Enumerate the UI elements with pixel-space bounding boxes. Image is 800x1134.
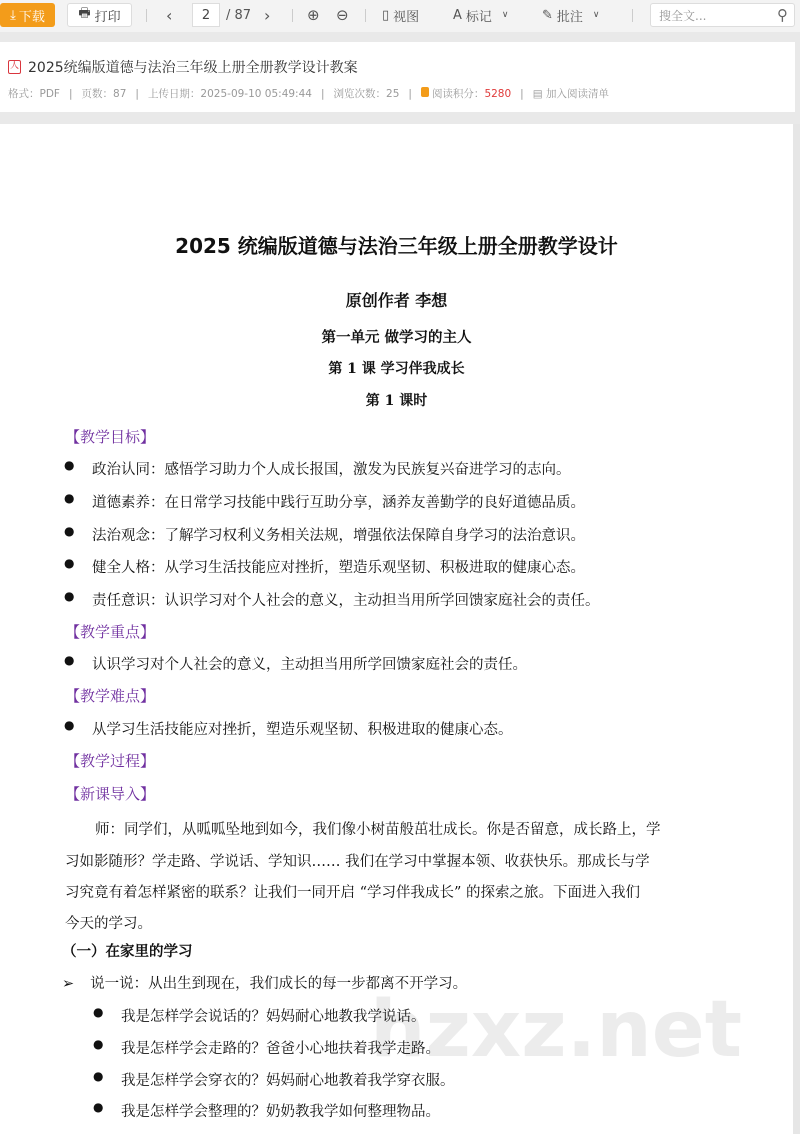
paragraph-line: 今天的学习。 — [65, 916, 152, 932]
add-reading-list-button[interactable] — [533, 86, 609, 101]
document-title: 2025统编版道德与法治三年级上册全册教学设计教案 — [28, 60, 358, 76]
toolbar — [0, 0, 800, 32]
goals-heading: 【教学目标】 — [65, 428, 156, 446]
mark-label: 标记 — [465, 9, 492, 25]
search-icon[interactable]: ⚲ — [777, 6, 788, 24]
arrow-bullet-icon: ➢ — [62, 976, 75, 992]
section-heading: （一）在家里的学习 — [62, 944, 193, 960]
paragraph-line: 师：同学们，从呱呱坠地到如今，我们像小树苗般茁壮成长。你是否留意，成长路上，学 — [95, 822, 661, 838]
page-number-input[interactable] — [192, 3, 220, 27]
print-label: 打印 — [94, 9, 121, 25]
zoom-in-icon[interactable]: ⊕ — [307, 6, 320, 24]
search-placeholder: 搜全文... — [659, 8, 707, 23]
list-item: ● 从学习生活技能应对挫折，塑造乐观坚韧、积极进取的健康心态。 — [68, 718, 513, 739]
points-label: 阅读积分： — [431, 88, 485, 100]
add-reading-list-label: 加入阅读清单 — [545, 88, 609, 100]
reading-points — [421, 86, 511, 101]
list-item: ● 我是怎样学会说话的？妈妈耐心地教我学说话。 — [97, 1005, 426, 1026]
list-item: ● 道德素养：在日常学习技能中践行互助分享，涵养友善勤学的良好道德品质。 — [68, 491, 585, 512]
unit-heading: 第一单元 做学习的主人 — [321, 329, 472, 346]
doc-author: 原创作者 李想 — [345, 291, 448, 310]
doc-title: 2025 统编版道德与法治三年级上册全册教学设计 — [175, 234, 618, 258]
highlight-icon: A — [453, 7, 462, 23]
chevron-down-icon: ∨ — [592, 10, 600, 20]
list-item: ● 健全人格：从学习生活技能应对挫折，塑造乐观坚韧、积极进取的健康心态。 — [68, 556, 585, 577]
pdf-icon: 人 — [8, 60, 21, 74]
annotate-label: 批注 — [556, 9, 583, 25]
view-label: 视图 — [393, 9, 420, 25]
printer-icon: 🖶 — [78, 6, 91, 21]
divider — [292, 9, 293, 22]
list-item: ● 我是怎样学会整理的？奶奶教我学如何整理物品。 — [97, 1100, 440, 1121]
zoom-out-icon[interactable]: ⊖ — [336, 6, 349, 24]
view-button[interactable] — [382, 5, 419, 25]
annotate-button[interactable] — [542, 5, 600, 25]
points-value: 5280 — [484, 88, 512, 100]
download-icon: ⤓ — [10, 7, 16, 23]
lesson-heading: 第 1 课 学习伴我成长 — [328, 361, 465, 377]
format: 格式：PDF — [8, 88, 60, 100]
chevron-down-icon: ∨ — [501, 10, 509, 20]
document-page — [0, 124, 793, 1134]
paragraph-line: 习究竟有着怎样紧密的联系？让我们一同开启 “学习伴我成长” 的探索之旅。下面进入我们 — [65, 885, 641, 901]
scrollbar[interactable] — [793, 124, 800, 1134]
paragraph-line: 习如影随形？学走路、学说话、学知识…… 我们在学习中掌握本领、收获快乐。那成长与学 — [65, 854, 650, 870]
key-points-heading: 【教学重点】 — [65, 623, 156, 641]
divider — [632, 9, 633, 22]
list-item: ➢ 说一说：从出生到现在，我们成长的每一步都离不开学习。 — [62, 976, 468, 992]
mark-button[interactable] — [453, 5, 509, 25]
document-info: 人 2025统编版道德与法治三年级上册全册教学设计教案 格式：PDF | 页数：87 | 上传日期：2025-09-10 05:49:44 | 浏览次数：25 | 阅读积分：5280 | ▤ 加入阅读清单 — [0, 42, 795, 112]
process-heading: 【教学过程】 — [65, 752, 156, 770]
download-button[interactable] — [0, 3, 55, 27]
page-current: 2 — [201, 7, 211, 23]
list-item: ● 我是怎样学会穿衣的？妈妈耐心地教着我学穿衣服。 — [97, 1069, 455, 1090]
watermark: hzxz.net — [370, 985, 742, 1075]
search-input[interactable] — [650, 3, 795, 27]
divider — [365, 9, 366, 22]
prev-page-button[interactable]: ‹ — [166, 5, 173, 25]
download-label: 下载 — [18, 9, 45, 25]
divider — [146, 9, 147, 22]
print-button[interactable] — [67, 3, 132, 27]
clipboard-icon: ▤ — [532, 88, 543, 100]
view-icon: ▯ — [382, 7, 390, 23]
list-item: ● 认识学习对个人社会的意义，主动担当用所学回馈家庭社会的责任。 — [68, 653, 527, 674]
upload-date: 上传日期：2025-09-10 05:49:44 — [147, 88, 312, 100]
next-page-button[interactable]: › — [264, 5, 271, 25]
list-item: ● 责任意识：认识学习对个人社会的意义，主动担当用所学回馈家庭社会的责任。 — [68, 589, 600, 610]
page-count: 页数：87 — [81, 88, 127, 100]
list-item: ● 我是怎样学会走路的？爸爸小心地扶着我学走路。 — [97, 1037, 440, 1058]
list-item: ● 法治观念：了解学习权利义务相关法规，增强依法保障自身学习的法治意识。 — [68, 524, 585, 545]
coins-icon — [421, 87, 429, 97]
page-total: / 87 — [226, 7, 252, 23]
difficulties-heading: 【教学难点】 — [65, 687, 156, 705]
intro-heading: 【新课导入】 — [65, 785, 156, 803]
period-heading: 第 1 课时 — [365, 393, 428, 409]
pen-icon: ✎ — [542, 7, 553, 23]
view-count: 浏览次数：25 — [333, 88, 400, 100]
list-item: ● 政治认同：感悟学习助力个人成长报国，激发为民族复兴奋进学习的志向。 — [68, 458, 571, 479]
